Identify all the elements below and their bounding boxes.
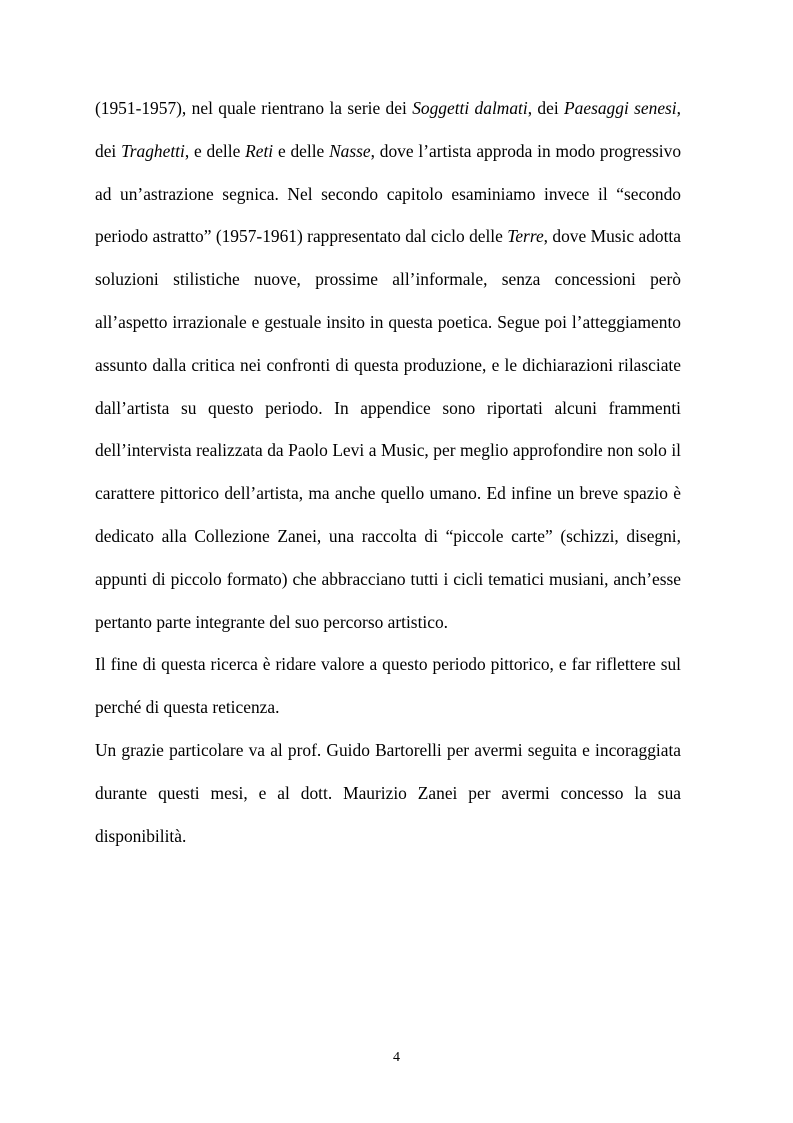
italic-title: Paesaggi senesi xyxy=(564,98,677,118)
text-run: , dove l’artista approda in modo progressivo ad un’astrazione segnica. Nel secondo capitolo esaminiamo invece il “secondo periodo astratto” (1957-1961) rappresentato dal ciclo delle xyxy=(95,140,682,247)
text-run: , e delle xyxy=(184,140,246,161)
paragraph xyxy=(95,729,681,857)
italic-title: Terre xyxy=(507,226,544,247)
page-number: 4 xyxy=(393,1050,400,1065)
italic-title: Traghetti xyxy=(121,140,185,161)
text-run: , dei xyxy=(527,98,565,118)
italic-title: Soggetti dalmati xyxy=(412,98,528,118)
text-run: (1951-1957), nel quale rientrano la serie dei xyxy=(95,98,413,118)
italic-title: Nasse xyxy=(329,140,371,161)
text-run: e delle xyxy=(273,140,330,161)
text-run: , dove Music adotta soluzioni stilistiche nuove, prossime all’informale, senza concessioni però all’aspetto irrazionale e gestuale insito in questa poetica. Segue poi l’atteggiamento assunto dalla critica nei confronti di questa produzione, e le dichiarazioni rilasciate dall’artista su questo periodo. In appendice sono riportati alcuni frammenti dell’intervista realizzata da Paolo Levi a Music, per meglio approfondire non solo il carattere pittorico dell’artista, ma anche quello umano. Ed infine un breve spazio è dedicato alla Collezione Zanei, una raccolta di “piccole carte” (schizzi, disegni, appunti di piccolo formato) che abbracciano tutti i cicli tematici musiani, anch’esse pertanto parte integrante del suo percorso artistico. xyxy=(95,226,681,632)
text-run: Il fine di questa ricerca è ridare valore a questo periodo pittorico, e far riflettere sul perché di questa reticenza. xyxy=(95,654,681,718)
body-text xyxy=(95,87,681,857)
text-run: , dei xyxy=(95,98,681,161)
paragraph xyxy=(95,87,681,643)
italic-title: Reti xyxy=(245,140,274,161)
paragraph xyxy=(95,643,681,729)
text-run: Un grazie particolare va al prof. Guido Bartorelli per avermi seguita e incoraggiata durante questi mesi, e al dott. Maurizio Zanei per avermi concesso la sua disponibilità. xyxy=(95,739,681,846)
